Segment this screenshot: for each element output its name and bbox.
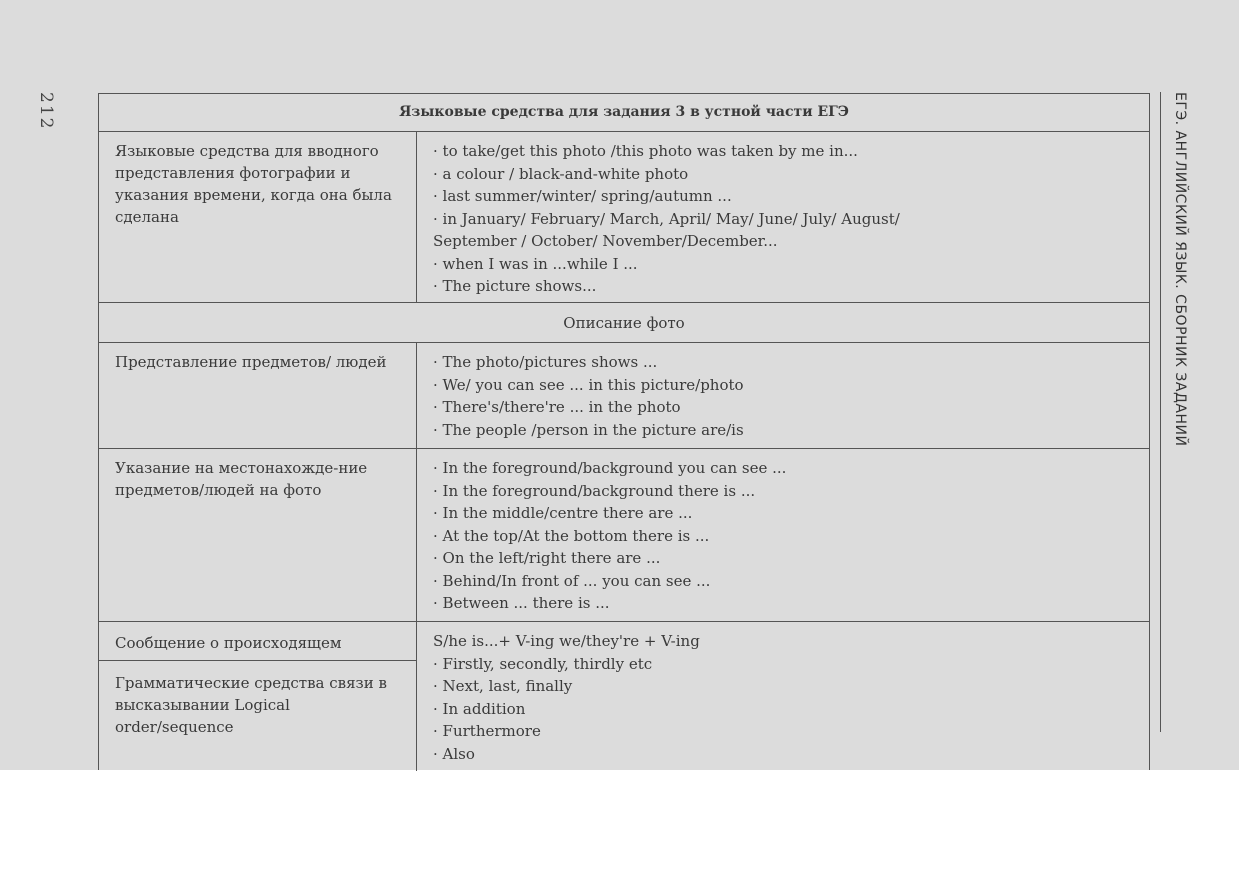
- list-item: · a colour / black-and-white photo: [433, 163, 1133, 186]
- section-title: Описание фото: [563, 314, 685, 332]
- list-item-lead: S/he is...+ V-ing we/they're + V-ing: [433, 632, 700, 650]
- list-item: · In the middle/centre there are ...: [433, 502, 1133, 525]
- events-label-text: Сообщение о происходящем: [115, 634, 342, 652]
- list-item-continuation: September / October/ November/December...: [433, 232, 778, 250]
- list-item: · There's/there're ... in the photo: [433, 396, 1133, 419]
- list-item: · In the foreground/background you can see ...: [433, 457, 1133, 480]
- list-item: · In addition: [433, 698, 1133, 721]
- list-item: · to take/get this photo /this photo was taken by me in...: [433, 140, 1133, 163]
- intro-items: [417, 132, 1149, 302]
- cell-divider: [99, 660, 417, 661]
- table-row-description-title: [99, 303, 1149, 343]
- intro-label: Языковые средства для вводного представления фотографии и указания времени, когда она была сделана: [99, 132, 417, 302]
- page-margin: [0, 770, 1239, 872]
- list-item: · The picture shows...: [433, 275, 1133, 298]
- location-label: Указание на местонахожде-ние предметов/людей на фото: [99, 449, 417, 621]
- list-item: · On the left/right there are ...: [433, 547, 1133, 570]
- grammar-label: Грамматические средства связи в высказывании Logical order/sequence: [115, 674, 387, 736]
- list-item: · last summer/winter/ spring/autumn ...: [433, 185, 1133, 208]
- events-items: [417, 622, 1149, 771]
- list-item: · In the foreground/background there is ...: [433, 480, 1133, 503]
- table-row-presentation: [99, 343, 1149, 449]
- side-rule: [1160, 92, 1161, 732]
- table-header: Языковые средства для задания 3 в устной части ЕГЭ: [399, 104, 849, 120]
- list-item: · At the top/At the bottom there is ...: [433, 525, 1133, 548]
- table-row-events: [99, 622, 1149, 771]
- list-item: · Also: [433, 743, 1133, 766]
- list-item: · Next, last, finally: [433, 675, 1133, 698]
- list-item: · We/ you can see ... in this picture/photo: [433, 374, 1133, 397]
- location-items: [417, 449, 1149, 621]
- presentation-items: [417, 343, 1149, 448]
- list-item: · in January/ February/ March, April/ May/ June/ July/ August/: [433, 208, 1133, 231]
- list-item: · Firstly, secondly, thirdly etc: [433, 653, 1133, 676]
- language-means-table: [98, 93, 1150, 770]
- running-title: ЕГЭ. АНГЛИЙСКИЙ ЯЗЫК. СБОРНИК ЗАДАНИЙ: [1172, 92, 1188, 447]
- list-item: · when I was in ...while I ...: [433, 253, 1133, 276]
- page-number: 212: [36, 92, 56, 131]
- list-item: · Behind/In front of ... you can see ...: [433, 570, 1133, 593]
- table-row-intro: [99, 132, 1149, 303]
- list-item: · Between ... there is ...: [433, 592, 1133, 615]
- table-header-row: [99, 94, 1149, 132]
- table-row-location: [99, 449, 1149, 622]
- presentation-label: Представление предметов/ людей: [99, 343, 417, 448]
- list-item: · The photo/pictures shows ...: [433, 351, 1133, 374]
- list-item: · The people /person in the picture are/is: [433, 419, 1133, 442]
- list-item: · Furthermore: [433, 720, 1133, 743]
